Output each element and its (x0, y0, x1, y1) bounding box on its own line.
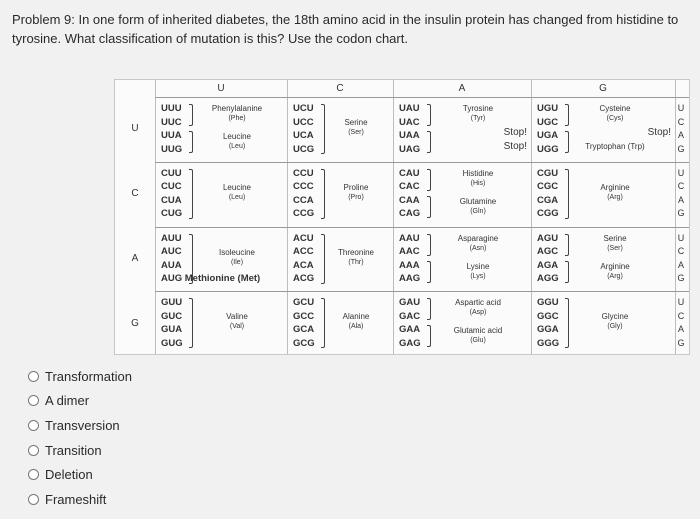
codon: UUG (161, 143, 183, 155)
codon: GUU (161, 297, 183, 309)
codon-cell (155, 102, 287, 162)
third-base-g: G (677, 273, 685, 283)
option-transition[interactable] (28, 438, 248, 463)
codon: AAC (399, 246, 420, 257)
amino-acid-name: Stop! (503, 127, 527, 138)
amino-acid-label (323, 118, 389, 138)
codon-bracket (427, 104, 431, 126)
amino-acid-label (323, 183, 389, 203)
option-transversion[interactable] (28, 413, 248, 438)
amino-acid-abbr: (Ala) (348, 323, 364, 331)
second-base-g: G (599, 83, 607, 94)
third-base-g: G (677, 337, 685, 348)
codon: AGU (537, 232, 559, 244)
amino-acid-label (191, 183, 283, 203)
codon: UAG (399, 143, 421, 155)
codon-bracket (427, 196, 431, 218)
amino-acid-abbr: (Leu) (228, 193, 246, 201)
amino-acid-abbr: (Gly) (607, 323, 623, 331)
amino-acid-label (429, 298, 527, 318)
amino-acid-abbr: (Cys) (606, 115, 624, 122)
codon: GUC (161, 310, 183, 322)
codon: AUU (161, 232, 182, 244)
amino-acid-name: Serine (344, 118, 368, 127)
codon: GCU (293, 297, 315, 309)
amino-acid-label (429, 142, 527, 152)
amino-acid-label (191, 248, 283, 268)
first-base-c: C (131, 188, 139, 200)
amino-acid-abbr: (Pro) (348, 193, 364, 201)
codon-cell (287, 296, 393, 356)
codon: UCG (293, 143, 315, 155)
codon-bracket (189, 131, 193, 153)
codon: GGC (537, 310, 559, 322)
codon-cell (287, 102, 393, 162)
codon: AAU (399, 232, 420, 244)
amino-acid-name: Lysine (466, 261, 490, 271)
amino-acid-name: Tryptophan (Trp) (585, 142, 645, 151)
amino-acid-name: Arginine (600, 261, 630, 271)
amino-acid-name: Threonine (337, 247, 375, 257)
codon-cell (531, 296, 675, 356)
codon: UGC (537, 116, 559, 128)
amino-acid-abbr: (His) (470, 179, 486, 187)
codon-cell (393, 102, 531, 162)
amino-acid-label (429, 262, 527, 282)
codon: UAA (399, 130, 420, 141)
codon: UCC (293, 116, 314, 128)
codon-bracket (565, 234, 569, 256)
codon: CGC (537, 181, 559, 193)
codon: UGU (537, 103, 559, 114)
codon: AGG (537, 273, 559, 284)
third-base-c: C (677, 310, 685, 321)
third-base-a: A (677, 130, 684, 140)
amino-acid-label (429, 128, 527, 138)
third-base-c: C (677, 116, 685, 127)
codon-cell (393, 167, 531, 227)
option-transformation[interactable] (28, 364, 248, 389)
chart-row-divider (155, 97, 689, 98)
amino-acid-abbr: (Leu) (228, 143, 246, 150)
codon: CAU (399, 167, 420, 179)
amino-acid-name: Histidine (462, 168, 494, 178)
codon: GCG (293, 337, 315, 349)
answer-options (28, 364, 248, 512)
radio-button[interactable] (28, 445, 39, 456)
codon-bracket (189, 169, 193, 219)
codon: ACA (293, 259, 314, 271)
amino-acid-label (429, 104, 527, 124)
codon-bracket (427, 234, 431, 256)
amino-acid-name: Aspartic acid (455, 298, 501, 308)
third-base-u: U (677, 297, 685, 308)
codon: GCA (293, 324, 315, 336)
codon: UAC (399, 116, 420, 128)
codon-cell (531, 232, 675, 292)
codon: UUA (161, 130, 182, 141)
first-base-u: U (131, 123, 139, 135)
codon: GAA (399, 324, 421, 336)
codon-bracket (427, 325, 431, 347)
codon: GCC (293, 310, 315, 322)
amino-acid-label (559, 128, 671, 138)
codon: AUC (161, 246, 182, 257)
codon: GGA (537, 324, 559, 336)
codon: GUA (161, 324, 183, 336)
question-text: Problem 9: In one form of inherited diabetes, the 18th amino acid in the insulin protein has changed from histidine to tyrosine. What classification of mutation is this? Use the codon chart. (12, 12, 679, 46)
radio-button[interactable] (28, 371, 39, 382)
codon: GUG (161, 337, 183, 349)
option-label: Transversion (45, 417, 120, 433)
codon: ACC (293, 246, 314, 257)
codon: UUU (161, 103, 182, 114)
codon: CCU (293, 167, 314, 179)
codon: GGG (537, 337, 560, 349)
amino-acid-label (191, 132, 283, 152)
amino-acid-name: Leucine (222, 182, 252, 192)
codon-bracket (189, 298, 193, 348)
amino-acid-abbr: (Gln) (470, 207, 486, 215)
second-base-c: C (336, 83, 344, 94)
codon-bracket (321, 298, 325, 348)
amino-acid-abbr: (Ile) (230, 258, 244, 266)
amino-acid-name: Glutamic acid (453, 326, 503, 336)
amino-acid-name: Glycine (601, 312, 629, 322)
amino-acid-label (559, 142, 671, 152)
codon-cell (287, 232, 393, 292)
codon-bracket (565, 261, 569, 283)
amino-acid-abbr: (Arg) (607, 193, 623, 201)
codon: ACG (293, 273, 315, 284)
amino-acid-name: Alanine (342, 312, 370, 322)
amino-acid-name: Stop! (503, 141, 527, 152)
amino-acid-label (191, 104, 283, 124)
amino-acid-name: Stop! (647, 127, 671, 138)
codon: AAA (399, 259, 420, 271)
option-label: Transformation (45, 368, 132, 384)
third-base-g: G (677, 143, 685, 154)
codon-cell (393, 232, 531, 292)
radio-button[interactable] (28, 420, 39, 431)
amino-acid-label (429, 234, 527, 254)
amino-acid-abbr: (Val) (229, 323, 245, 331)
option-frameshift[interactable] (28, 487, 248, 512)
codon: AAG (399, 273, 421, 284)
amino-acid-abbr: (Asp) (469, 309, 487, 317)
codon-bracket (565, 131, 569, 153)
codon-cell (155, 167, 287, 227)
amino-acid-name: Phenylalanine (211, 104, 263, 113)
third-base-u: U (677, 103, 685, 113)
amino-acid-abbr: (Ser) (348, 129, 364, 136)
codon: CAA (399, 194, 420, 206)
third-base-u: U (677, 232, 685, 243)
amino-acid-label (559, 234, 671, 254)
codon: GAC (399, 310, 421, 322)
codon-bracket (565, 298, 569, 348)
amino-acid-abbr: (Asn) (469, 244, 487, 252)
amino-acid-label (559, 104, 671, 124)
codon: CUC (161, 181, 182, 193)
codon-cell (531, 167, 675, 227)
codon: CGU (537, 167, 559, 179)
codon: AGC (537, 246, 559, 257)
amino-acid-label (429, 197, 527, 217)
third-base-a: A (677, 324, 684, 335)
codon-cell (155, 232, 287, 292)
second-base-u: U (217, 83, 225, 94)
chart-row-divider (155, 291, 689, 292)
codon-cell (393, 296, 531, 356)
option-label: Transition (45, 442, 102, 458)
codon: UCU (293, 103, 314, 114)
codon: CGG (537, 208, 559, 220)
amino-acid-name: Arginine (600, 182, 630, 192)
codon: UCA (293, 130, 314, 141)
amino-acid-name: Valine (226, 312, 248, 322)
amino-acid-label (191, 312, 283, 332)
option-label: Deletion (45, 467, 93, 483)
amino-acid-abbr: (Ser) (607, 244, 623, 252)
codon: CCC (293, 181, 314, 193)
codon: ACU (293, 232, 314, 244)
third-base-a: A (677, 194, 684, 205)
codon: AGA (537, 259, 559, 271)
amino-acid-label (559, 262, 671, 282)
amino-acid-abbr: (Lys) (470, 272, 486, 280)
chart-row-divider (155, 162, 689, 163)
option-a-dimer[interactable] (28, 389, 248, 414)
amino-acid-name: Isoleucine (218, 247, 256, 257)
codon-bracket (321, 234, 325, 284)
codon-cell (155, 296, 287, 356)
amino-acid-name: Cysteine (599, 104, 631, 113)
third-base-a: A (677, 259, 684, 270)
amino-acid-abbr: (Thr) (348, 258, 364, 266)
codon: CCA (293, 194, 314, 206)
third-base-c: C (677, 181, 685, 192)
amino-acid-name: Tyrosine (462, 104, 494, 113)
codon: CUG (161, 208, 183, 220)
radio-button[interactable] (28, 494, 39, 505)
codon-bracket (565, 169, 569, 219)
amino-acid-abbr: (Arg) (607, 272, 623, 280)
amino-acid-label (323, 312, 389, 332)
amino-acid-name: Serine (603, 233, 627, 243)
codon: GAG (399, 337, 421, 349)
radio-button[interactable] (28, 395, 39, 406)
first-base-g: G (131, 317, 139, 329)
codon-chart (114, 79, 690, 355)
codon-bracket (565, 104, 569, 126)
amino-acid-name: Leucine (222, 132, 252, 141)
amino-acid-abbr: (Glu) (470, 337, 486, 345)
codon: CGA (537, 194, 559, 206)
codon: UGA (537, 130, 559, 141)
codon-bracket (321, 104, 325, 154)
amino-acid-label (559, 312, 671, 332)
amino-acid-name: Asparagine (457, 233, 499, 243)
codon-bracket (427, 298, 431, 320)
amino-acid-label (429, 326, 527, 346)
amino-acid-label (559, 183, 671, 203)
codon: CCG (293, 208, 315, 220)
codon: CAC (399, 181, 420, 193)
codon: CUA (161, 194, 182, 206)
codon-bracket (321, 169, 325, 219)
codon-bracket (427, 169, 431, 191)
codon: UAU (399, 103, 420, 114)
third-base-c: C (677, 246, 685, 256)
codon: AUG Methionine (Met) (161, 273, 261, 284)
codon: GAU (399, 297, 421, 309)
third-base-u: U (677, 167, 685, 178)
amino-acid-label (323, 248, 389, 268)
radio-button[interactable] (28, 469, 39, 480)
second-base-a: A (458, 83, 466, 94)
codon-bracket (189, 234, 193, 284)
amino-acid-name: Proline (343, 182, 369, 192)
codon: UUC (161, 116, 182, 128)
amino-acid-abbr: (Phe) (228, 115, 246, 122)
codon-bracket (189, 104, 193, 126)
amino-acid-abbr: (Tyr) (470, 115, 486, 122)
option-deletion[interactable] (28, 462, 248, 487)
option-label: Frameshift (45, 491, 107, 507)
first-base-a: A (131, 252, 139, 264)
codon-bracket (427, 131, 431, 153)
amino-acid-name: Glutamine (459, 196, 497, 206)
codon: UGG (537, 143, 559, 155)
codon-cell (531, 102, 675, 162)
third-base-g: G (677, 208, 685, 219)
chart-row-divider (155, 227, 689, 228)
option-label: A dimer (45, 393, 90, 409)
codon: GGU (537, 297, 559, 309)
codon-bracket (427, 261, 431, 283)
codon: CUU (161, 167, 182, 179)
amino-acid-label (429, 169, 527, 189)
codon-cell (287, 167, 393, 227)
codon: AUA (161, 259, 182, 271)
codon: CAG (399, 208, 421, 220)
